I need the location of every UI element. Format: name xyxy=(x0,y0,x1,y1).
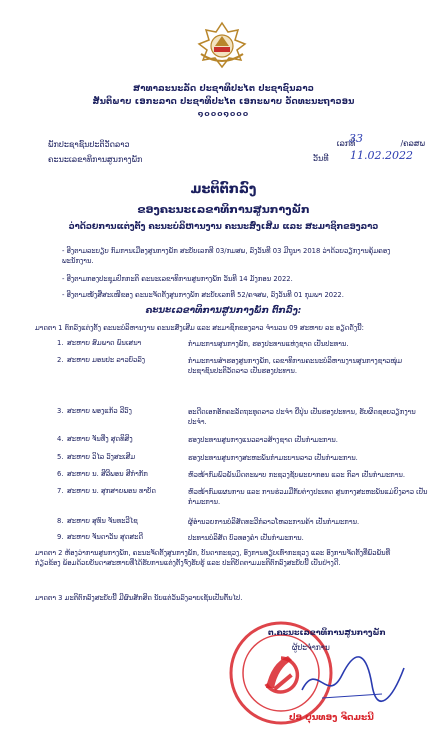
member-name: ສະຫາຍ ຈັນດາວັນ ສຸດສະດີ xyxy=(67,533,143,541)
national-header-line1: ສາທາລະນະລັດ ປະຊາທິປະໄຕ ປະຊາຊົນລາວ xyxy=(133,84,314,94)
ref-no-label: ເລກທີ xyxy=(336,139,356,148)
document-title: ມະຕິຕົກລົງ xyxy=(190,182,257,197)
member-number: 1. xyxy=(57,339,64,347)
article-text: ຕົກລົງແຕ່ງຕັ້ງ ຄະນະບໍລິຫານງານ ຄະນະສົ່ງເສີມ ແລະ ສະມາຊິກຂອງລາວ ຈຳນວນ 09 ສະຫາຍ ລະ ອຽດດັ່ງນີ້: xyxy=(64,324,364,332)
member-name: ສະຫາຍ ວິໄລ ວົງສະເສີມ xyxy=(67,453,136,461)
national-emblem-icon xyxy=(193,20,251,70)
member-number: 7. xyxy=(57,487,64,495)
article-2 xyxy=(35,548,415,568)
decision-heading: ຄະນະເລຂາທິການສູນກາງພັກ ຕົກລົງ: xyxy=(145,306,302,316)
member-number: 9. xyxy=(57,533,64,541)
member-role: ກຳມະການສູນກາງພັກ, ຮອງປະທານແຫ່ງຊາດ ເປັນປະທານ. xyxy=(188,340,349,348)
member-role: ຫົວໜ້າກົມພົວພັນມິດຕະພາບ ກະຊວງຊັບພະຍາກອນ ແລະ ກິລາ ເປັນກຳມະການ. xyxy=(188,471,405,479)
member-name: ສະຫາຍ ມອນປະ ລາວບົວລົງ xyxy=(67,356,146,364)
member-name: ສະຫາຍ ຈັນທີ່ງ ສຸດທິສິງ xyxy=(67,435,133,443)
header-ornament: ໑໐໐໐໑໐໐໐ xyxy=(197,110,250,118)
signatory-role: ຜູ້ປະຈຳການ xyxy=(292,643,330,652)
ref-date-label: ວັນທີ xyxy=(313,154,329,163)
member-number: 3. xyxy=(57,407,64,415)
member-name: ສະຫາຍ ພອງແກ້ວ ລີວົງ xyxy=(67,407,132,415)
handwritten-number: 33 xyxy=(349,132,363,145)
member-role: ຫົວໜ້າກົມແຜນການ ແລະ ການຮ່ວມມືກັບຕ່າງປະເທດ ສູນກາງສະຫະພັນແມ່ຍິງລາວ ເປັນກຳມະການ. xyxy=(188,488,428,506)
document-subtitle: ຂອງຄະນະເລຂາທິການສູນກາງພັກ xyxy=(137,203,310,216)
article-text: ຫ້ອງວ່າການສູນກາງພັກ, ຄະນະຈັດຕັ້ງສູນກາງພັກ, ບັນດາກະຊວງ, ອົງການທຽບເທົ່າກະຊວງ ແລະ ອົງການຈັດຕັ້ງທີ່ພົວພັນທີ່ກ່ຽວຂ້ອງ ພ້ອມດ້ວຍບັນດາສະຫາຍທີ່ໄດ້ຮັບການແຕ່ງຕັ້ງຈົ່ງຮັບຮູ້ ແລະ ປະຕິບັດຕາມມະຕິຕົກລົງສະບັບນີ້ ເປັນຢ່າງດີ. xyxy=(35,549,391,567)
document-subject: ວ່າດ້ວຍການແຕ່ງຕັ້ງ ຄະນະບໍລິຫານງານ ຄະນະສົ່ງເສີມ ແລະ ສະມາຊິກຂອງລາວ xyxy=(68,222,379,232)
article-label: ມາດຕາ 3 xyxy=(35,594,63,602)
national-header-line2: ສັນຕິພາບ ເອກະລາດ ປະຊາທິປະໄຕ ເອກະພາບ ວັດທະນະຖາວອນ xyxy=(92,97,355,107)
article-3 xyxy=(35,593,415,603)
basis-item: - ອີງຕາມລະບຽບ ກົມການເມືອງສູນກາງພັກ ສະບັບເລກທີ 03/ກມສພ, ລົງວັນທີ 03 ມີຖຸນາ 2018 ວ່າດ້ວຍວຽກງານຄຸ້ມຄອງພະນັກງານ. xyxy=(62,247,391,265)
handwritten-date: 11.02.2022 xyxy=(350,149,413,162)
member-role: ຜູ້ອຳນວຍການບໍລິສັດທະວີກໍລາວໂຫລະການຄ້າ ເປັນກຳມະການ. xyxy=(188,518,360,526)
member-role: ອະດີດເອກອັກຄະລັດຖະທູດລາວ ປະຈຳ ຍີ່ປຸ່ນ ເປັນຮອງປະທານ, ຮັບຜິດຊອບວຽກງານປະຈຳ. xyxy=(188,408,416,426)
member-role: ຮອງປະທານສູນກາງແນວລາວສ້າງຊາດ ເປັນກຳມະການ. xyxy=(188,436,338,444)
member-number: 5. xyxy=(57,453,64,461)
member-number: 4. xyxy=(57,435,64,443)
article-1 xyxy=(35,323,415,333)
member-number: 2. xyxy=(57,356,64,364)
issuer-party: ພັກປະຊາຊົນປະຕິວັດລາວ xyxy=(48,140,130,149)
member-name: ສະຫາຍ ນ. ສີລີພອນ ສີກໍາກັກ xyxy=(67,470,148,478)
signatory-name: ປອ ບຸນທອງ ຈິດມະນີ xyxy=(289,713,374,723)
member-number: 8. xyxy=(57,517,64,525)
member-number: 6. xyxy=(57,470,64,478)
issuer-secretariat: ຄະນະເລຂາທິການສູນກາງພັກ xyxy=(48,155,143,164)
member-role: ກຳມະການສຳຮອງສູນກາງພັກ, ເລຂາທິການຄະນະບໍລິຫານງານສູນກາງຊາວໜຸ່ມປະຊາຊົນປະຕິວັດລາວ ເປັນຮອງປະທານ. xyxy=(188,357,403,375)
member-name: ສະຫາຍ ນ. ສຸກສາຍພອນ ທາບັດ xyxy=(67,487,156,495)
member-name: ສະຫາຍ ສຸທົນ ຈັນທະວີໄຊ xyxy=(67,517,138,525)
basis-item: - ອີງຕາມກອງປະຊຸມປົກກະຕິ ຄະນະເລຂາທິການສູນກາງພັກ ວັນທີ 14 ມັງກອນ 2022. xyxy=(62,275,293,283)
signatory-organisation: ຕ.ຄະນະເລຂາທິການສູນກາງພັກ xyxy=(268,628,386,637)
member-name: ສະຫາຍ ສົມພາດ ພົນເສນາ xyxy=(67,339,142,347)
member-role: ປະທານບໍລິສັດ ບົວທອງຄຳ ເປັນກຳມະການ. xyxy=(188,534,304,542)
handwritten-signature xyxy=(292,650,412,710)
article-label: ມາດຕາ 2 xyxy=(35,549,63,557)
article-text: ມະຕິຕົກລົງສະບັບນີ້ ມີຜົນສັກສິດ ນັບແຕ່ວັນລົງລາຍເຊັນເປັນຕົ້ນໄປ. xyxy=(64,594,243,602)
ref-no-suffix: /ຄລສພ xyxy=(400,139,425,148)
article-label: ມາດຕາ 1 xyxy=(35,324,63,332)
basis-item: - ອີງຕາມໜັງສືສະເໜີຂອງ ຄະນະຈັດຕັ້ງສູນກາງພັກ ສະບັບເລກທີ 52/ຄຈສພ, ລົງວັນທີ 01 ກຸມພາ 2022. xyxy=(62,291,344,299)
member-role: ຮອງປະທານສູນກາງສະຫະພັນກຳມະບານລາວ ເປັນກຳມະການ. xyxy=(188,454,358,462)
